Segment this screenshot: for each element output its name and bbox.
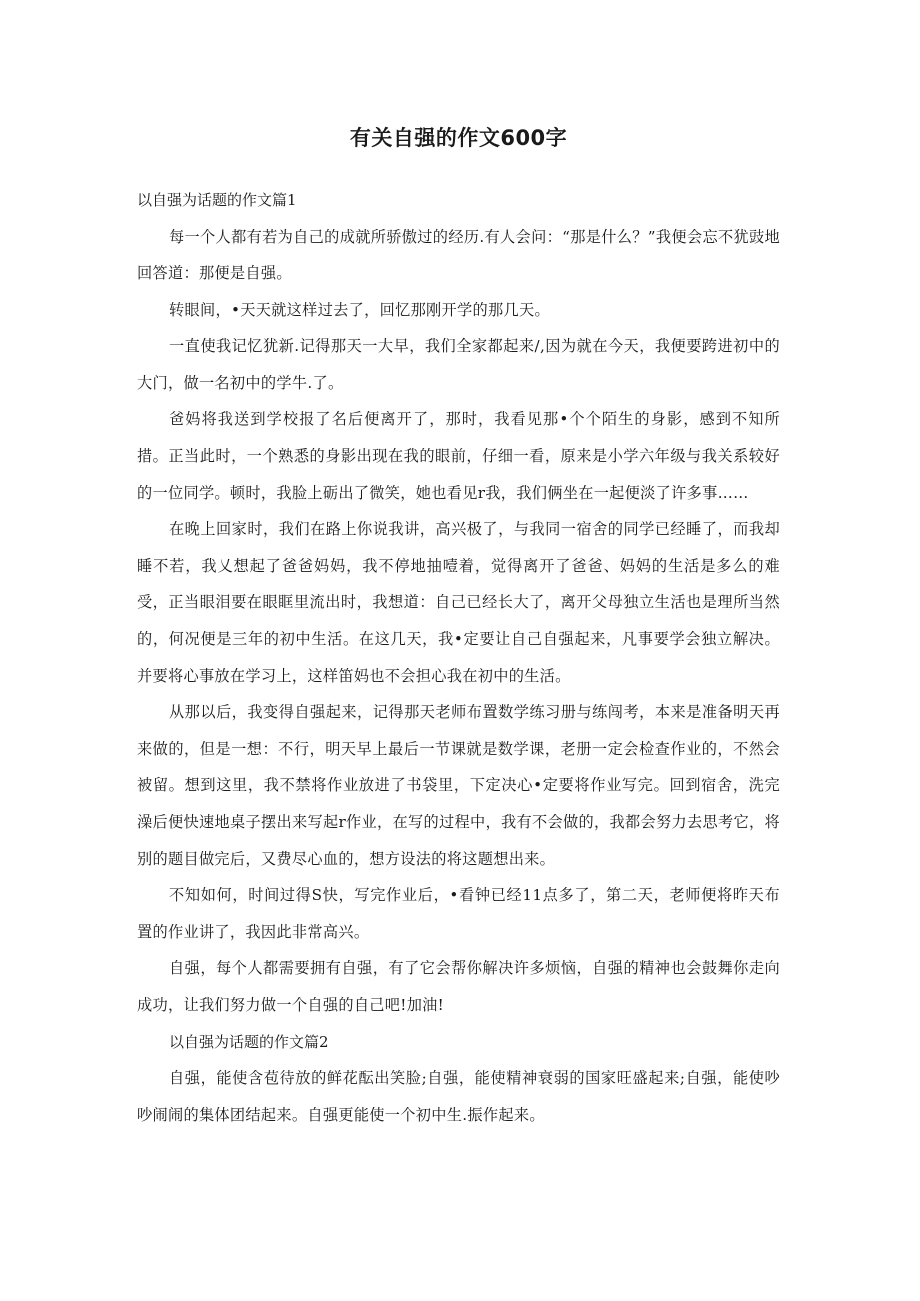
paragraph: 自强，每个人都需要拥有自强，有了它会帮你解决许多烦恼，自强的精神也会鼓舞你走向成功，让我们努力做一个自强的自己吧!加油!	[137, 959, 780, 1014]
paragraph: 一直使我记忆犹新.记得那天一大早，我们全家都起来/,因为就在今天，我便要跨进初中的大门，做一名初中的学牛.了。	[137, 337, 780, 392]
section-heading-1: 以自强为话题的作文篇1	[137, 191, 297, 209]
paragraph: 自强，能使含苞待放的鲜花酝出笑脸;自强，能使精神衰弱的国家旺盛起来;自强，能使吵吵闹闹的集体团结起来。自强更能使一个初中生.振作起来。	[137, 1069, 780, 1124]
paragraph: 每一个人都有若为自己的成就所骄傲过的经历.有人会问：“那是什么？”我便会忘不犹豉地回答道：那便是自强。	[137, 227, 780, 283]
section-heading-2: 以自强为话题的作文篇2	[169, 1032, 329, 1051]
paragraph: 在晚上回家时，我们在路上你说我讲，高兴极了，与我同一宿舍的同学已经睡了，而我却睡不若，我乂想起了爸爸妈妈，我不停地抽噎着，觉得离开了爸爸、妈妈的生活是多么的难受，正当眼泪要在眼眶里流出时，我想道：自己已经长大了，离开父母独立生活也是理所当然的，何况便是三年的初中生活。在这几天，我•定要让自己自强起来，凡事要学会独立解决。并要将心事放在学习上，这样笛妈也不会担心我在初中的生活。	[137, 520, 780, 685]
paragraph: 不知如何，时间过得S快，写完作业后，•看钟已经11点多了，第二天，老师便将昨天布置的作业讲了，我因此非常高兴。	[137, 886, 780, 941]
paragraph: 从那以后，我变得自强起来，记得那天老师布置数学练习册与练闯考，本来是准备明天再来做的，但是一想：不行，明天早上最后一节课就是数学课，老册一定会检查作业的，不然会被留。想到这里，我不禁将作业放进了书袋里，下定决心•定要将作业写完。回到宿舍，洗完澡后便快速地桌子摆出来写起r作业，在写的过程中，我有不会做的，我都会努力去思考它，将别的题目做完后，又费尽心血的，想方设法的将这题想出来。	[137, 703, 780, 868]
paragraph: 爸妈将我送到学校报了名后便离开了，那时，我看见那•个个陌生的身影，感到不知所措。正当此时，一个熟悉的身影出现在我的眼前，仔细一看，原来是小学六年级与我关系较好的一位同学。顿时，我脸上砺出了微笑，她也看见r我，我们俩坐在一起便淡了许多事……	[137, 410, 780, 502]
paragraph: 转眼间，•天天就这样过去了，回忆那刚开学的那几天。	[169, 300, 550, 319]
document-page	[137, 118, 780, 1133]
document-title: 有关自强的作文600字	[349, 126, 568, 150]
